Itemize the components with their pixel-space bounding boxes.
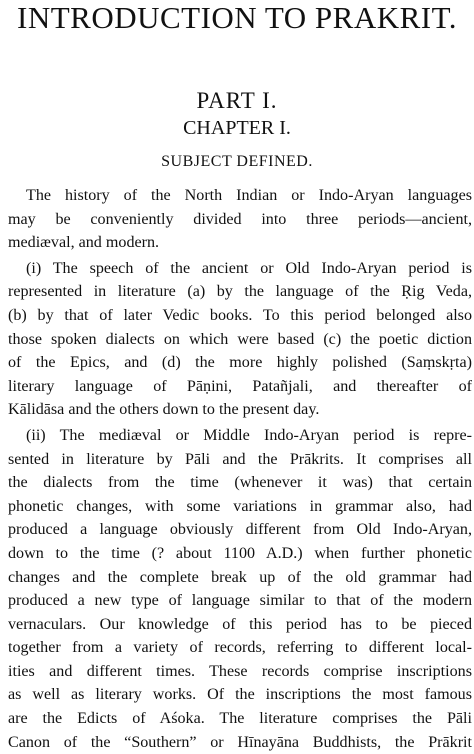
paragraph-2-line-2: represented in literature (a) by the language of the Ṛig Veda, <box>8 283 472 301</box>
running-title: INTRODUCTION TO PRAKRIT. <box>17 0 457 35</box>
paragraph-2-line-5: of the Epics, and (d) the more highly polished (Saṃskṛta) <box>8 354 472 372</box>
paragraph-3-line-13: are the Edicts of Aśoka. The literature comprises the Pāli <box>8 710 472 728</box>
paragraph-3-line-6: down to the time (? about 1100 A.D.) when further phonetic <box>8 544 472 562</box>
paragraph-3-line-5: produced a language obviously different from Old Indo-Aryan, <box>8 521 472 539</box>
paragraph-3-line-8: produced a new type of language similar to that of the modern <box>8 592 472 610</box>
paragraph-1-line-2: may be conveniently divided into three periods—ancient, <box>8 210 472 228</box>
paragraph-2-line-4: those spoken dialects on which were based (c) the poetic diction <box>8 330 472 348</box>
paragraph-3-line-14: Canon of the “Southern” or Hīnayāna Buddhists, the Prākrit <box>8 733 472 751</box>
paragraph-1-line-1: The history of the North Indian or Indo-Aryan languages <box>26 187 472 204</box>
paragraph-3-line-7: changes and the complete break up of the old grammar had <box>8 568 472 586</box>
paragraph-1-line-3: mediæval, and modern. <box>8 234 160 252</box>
paragraph-2-line-1: (i) The speech of the ancient or Old Indo-Aryan period is <box>26 259 472 277</box>
paragraph-3-line-10: together from a variety of records, referring to different local- <box>8 639 472 657</box>
chapter-heading: CHAPTER I. <box>183 117 291 139</box>
paragraph-3-line-4: phonetic changes, with some variations in grammar also, had <box>8 497 472 515</box>
part-heading: PART I. <box>196 88 278 113</box>
paragraph-3-line-3: the dialects from the time (whenever it was) that certain <box>8 474 472 492</box>
paragraph-3-line-9: vernaculars. Our knowledge of this period has to be pieced <box>8 615 472 633</box>
paragraph-2-line-6: literary language of Pāṇini, Patañjali, and thereafter of <box>8 377 472 395</box>
paragraph-3-line-12: as well as literary works. Of the inscriptions the most famous <box>8 686 472 704</box>
paragraph-3-line-2: sented in literature by Pāli and the Prākrits. It comprises all <box>8 450 472 468</box>
body-text <box>8 184 472 754</box>
paragraph-2-line-3: (b) by that of later Vedic books. To this period belonged also <box>8 306 472 324</box>
paragraph-2-line-7: Kālidāsa and the others down to the present day. <box>8 401 320 419</box>
paragraph-3-line-11: ities and different times. These records comprise inscriptions <box>8 662 472 680</box>
paragraph-3-line-1: (ii) The mediæval or Middle Indo-Aryan period is repre- <box>26 426 472 444</box>
chapter-subtitle: SUBJECT DEFINED. <box>161 153 313 170</box>
